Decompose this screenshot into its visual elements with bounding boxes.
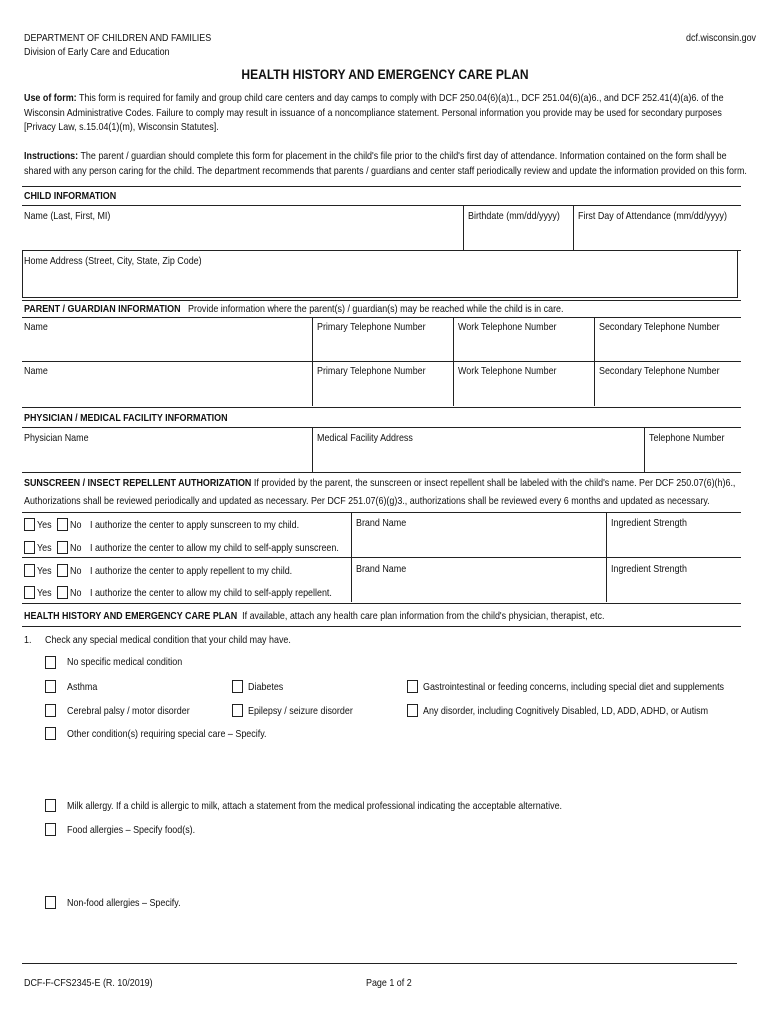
- divider: [351, 512, 352, 557]
- sunscreen-brand-field[interactable]: Brand Name: [356, 518, 407, 529]
- condition-checkbox[interactable]: [45, 896, 56, 909]
- instructions-label: Instructions:: [24, 151, 79, 162]
- no-label: No: [70, 566, 82, 577]
- condition-gi-label: Gastrointestinal or feeding concerns, including special diet and supplements: [423, 682, 725, 693]
- repellent-ingredient-field[interactable]: Ingredient Strength: [611, 564, 688, 575]
- sunscreen-text-2: Authorizations shall be reviewed periodically and updated as necessary. Per DCF 251.07(6)(g)3., authorizations shall be reviewed every 6 months and updated as necessary.: [24, 496, 710, 507]
- condition-checkbox[interactable]: [45, 727, 56, 740]
- health-heading: HEALTH HISTORY AND EMERGENCY CARE PLAN: [24, 611, 238, 622]
- divider: [22, 603, 741, 604]
- sunscreen-text-1: If provided by the parent, the sunscreen or insect repellent shall be labeled with the child's name. Per DCF 250.07(6)(h)6.,: [253, 478, 736, 489]
- physician-phone-field[interactable]: Telephone Number: [649, 433, 725, 444]
- divider: [22, 205, 741, 206]
- divider: [22, 557, 741, 558]
- yes-checkbox[interactable]: [24, 564, 35, 577]
- first-day-field[interactable]: First Day of Attendance (mm/dd/yyyy): [578, 211, 727, 222]
- parent-name-field[interactable]: Name: [24, 366, 48, 377]
- physician-name-field[interactable]: Physician Name: [24, 433, 89, 444]
- use-of-form-text: This form is required for family and group child care centers and day camps to comply with DCF 250.04(6)(a)1., DCF 251.04(6)(a)6., and DCF 252.41(4)(a)6. of the Wisconsin Administrative Codes. Failure to comply may result in issuance of a noncompliance statement. Personal information you provide may be used for secondary purposes [Privacy Law, s.15.04(1)(m), Wisconsin Statutes].: [24, 93, 724, 133]
- birthdate-field[interactable]: Birthdate (mm/dd/yyyy): [468, 211, 560, 222]
- divider: [22, 427, 741, 428]
- condition-checkbox[interactable]: [45, 823, 56, 836]
- instructions-paragraph: [24, 150, 755, 179]
- home-address-field: Home Address (Street, City, State, Zip Code): [24, 256, 202, 267]
- condition-food-label: Food allergies – Specify food(s).: [67, 825, 196, 836]
- sunscreen-line-1: [24, 478, 735, 490]
- secondary-phone-field[interactable]: Secondary Telephone Number: [599, 322, 720, 333]
- question-number: 1.: [24, 635, 32, 646]
- instructions-text: The parent / guardian should complete this form for placement in the child's file prior to the child's first day of attendance. Information contained on the form shall be shared with any person caring for the child. The department recommends that parents / guardians and center staff periodically review and update the information provided on this form.: [24, 151, 747, 177]
- yes-checkbox[interactable]: [24, 518, 35, 531]
- divider: [606, 512, 607, 557]
- divider: [22, 407, 741, 408]
- condition-checkbox[interactable]: [407, 680, 418, 693]
- condition-checkbox[interactable]: [232, 680, 243, 693]
- condition-cp-label: Cerebral palsy / motor disorder: [67, 706, 190, 717]
- no-checkbox[interactable]: [57, 564, 68, 577]
- divider: [22, 361, 741, 362]
- no-label: No: [70, 588, 82, 599]
- secondary-phone-field[interactable]: Secondary Telephone Number: [599, 366, 720, 377]
- divider: [573, 205, 574, 250]
- department-name: DEPARTMENT OF CHILDREN AND FAMILIES: [24, 33, 212, 44]
- condition-milk-label: Milk allergy. If a child is allergic to milk, attach a statement from the medical professional indicating the acceptable alternative.: [67, 801, 563, 812]
- no-label: No: [70, 543, 82, 554]
- use-of-form-label: Use of form:: [24, 93, 77, 104]
- divider: [606, 557, 607, 602]
- parent-info-heading: PARENT / GUARDIAN INFORMATION: [24, 304, 181, 315]
- condition-checkbox[interactable]: [45, 704, 56, 717]
- condition-other-label: Other condition(s) requiring special care – Specify.: [67, 729, 267, 740]
- divider: [22, 317, 741, 318]
- divider: [22, 300, 741, 301]
- divider: [463, 205, 464, 250]
- yes-label: Yes: [37, 588, 52, 599]
- yes-label: Yes: [37, 520, 52, 531]
- divider: [22, 626, 741, 627]
- parent-name-field[interactable]: Name: [24, 322, 48, 333]
- page-title: HEALTH HISTORY AND EMERGENCY CARE PLAN: [241, 66, 529, 82]
- divider: [22, 512, 741, 513]
- no-checkbox[interactable]: [57, 541, 68, 554]
- condition-asthma-label: Asthma: [67, 682, 98, 693]
- auth-repellent-apply: I authorize the center to apply repellent to my child.: [90, 566, 293, 577]
- website-link[interactable]: dcf.wisconsin.gov: [686, 33, 757, 44]
- no-checkbox[interactable]: [57, 518, 68, 531]
- condition-epilepsy-label: Epilepsy / seizure disorder: [248, 706, 353, 717]
- divider: [22, 472, 741, 473]
- condition-checkbox[interactable]: [45, 799, 56, 812]
- condition-checkbox[interactable]: [45, 656, 56, 669]
- primary-phone-field[interactable]: Primary Telephone Number: [317, 322, 426, 333]
- physician-heading: PHYSICIAN / MEDICAL FACILITY INFORMATION: [24, 413, 228, 424]
- sunscreen-heading: SUNSCREEN / INSECT REPELLENT AUTHORIZATION: [24, 478, 252, 489]
- yes-checkbox[interactable]: [24, 586, 35, 599]
- child-name-field[interactable]: Name (Last, First, MI): [24, 211, 111, 222]
- repellent-brand-field[interactable]: Brand Name: [356, 564, 407, 575]
- sunscreen-ingredient-field[interactable]: Ingredient Strength: [611, 518, 688, 529]
- condition-any-label: Any disorder, including Cognitively Disabled, LD, ADD, ADHD, or Autism: [423, 706, 709, 717]
- auth-repellent-self: I authorize the center to allow my child to self-apply repellent.: [90, 588, 332, 599]
- condition-none-label: No specific medical condition: [67, 657, 183, 668]
- yes-label: Yes: [37, 543, 52, 554]
- facility-address-field[interactable]: Medical Facility Address: [317, 433, 413, 444]
- condition-checkbox[interactable]: [407, 704, 418, 717]
- condition-diabetes-label: Diabetes: [248, 682, 284, 693]
- yes-label: Yes: [37, 566, 52, 577]
- parent-heading-row: [24, 304, 564, 316]
- divider: [22, 186, 741, 187]
- health-note: If available, attach any health care plan information from the child's physician, therapist, etc.: [242, 611, 605, 622]
- child-info-heading: CHILD INFORMATION: [24, 191, 117, 202]
- divider: [312, 427, 313, 472]
- division-name: Division of Early Care and Education: [24, 47, 170, 58]
- parent-note: Provide information where the parent(s) / guardian(s) may be reached while the child is in care.: [188, 304, 564, 315]
- condition-nonfood-label: Non-food allergies – Specify.: [67, 898, 181, 909]
- condition-checkbox[interactable]: [232, 704, 243, 717]
- divider: [351, 557, 352, 602]
- no-label: No: [70, 520, 82, 531]
- question-text: Check any special medical condition that your child may have.: [45, 635, 291, 646]
- condition-checkbox[interactable]: [45, 680, 56, 693]
- auth-sunscreen-apply: I authorize the center to apply sunscreen to my child.: [90, 520, 300, 531]
- divider: [644, 427, 645, 472]
- work-phone-field[interactable]: Work Telephone Number: [458, 366, 557, 377]
- no-checkbox[interactable]: [57, 586, 68, 599]
- work-phone-field[interactable]: Work Telephone Number: [458, 322, 557, 333]
- page-number: Page 1 of 2: [366, 978, 412, 989]
- health-heading-row: [24, 611, 604, 623]
- auth-sunscreen-self: I authorize the center to allow my child to self-apply sunscreen.: [90, 543, 339, 554]
- use-of-form-paragraph: [24, 92, 755, 136]
- form-id: DCF-F-CFS2345-E (R. 10/2019): [24, 978, 153, 989]
- divider: [22, 963, 737, 964]
- yes-checkbox[interactable]: [24, 541, 35, 554]
- primary-phone-field[interactable]: Primary Telephone Number: [317, 366, 426, 377]
